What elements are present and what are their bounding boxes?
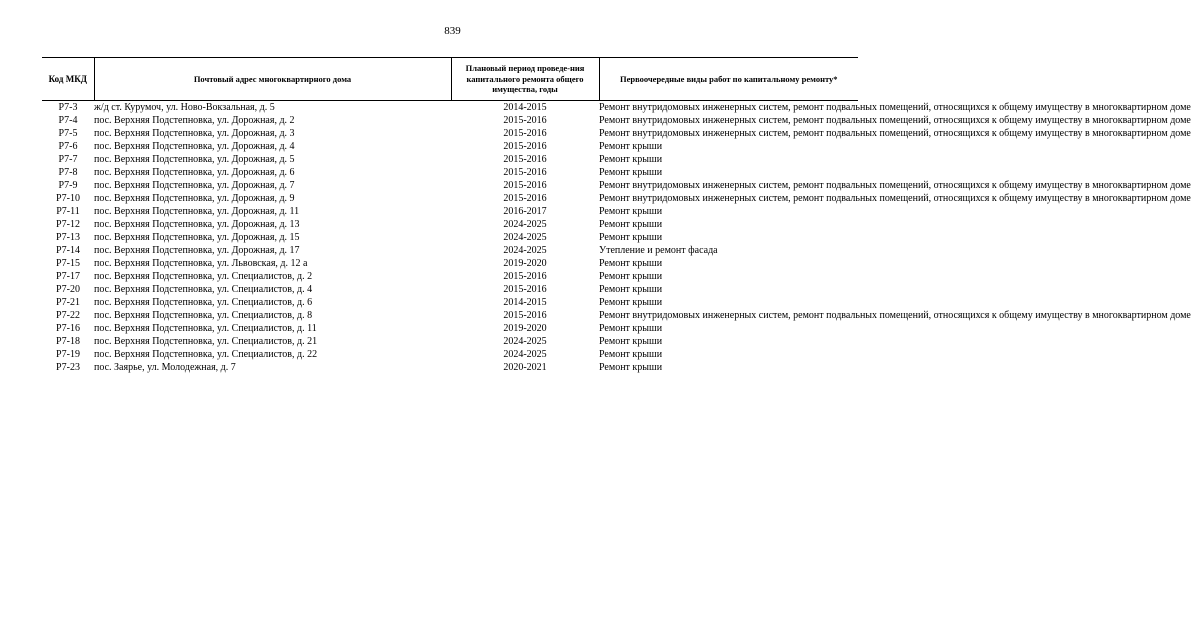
cell-code: Р7-15 <box>56 258 80 269</box>
table-row <box>42 140 858 153</box>
cell-address: пос. Верхняя Подстепновка, ул. Специалистов, д. 6 <box>94 297 313 308</box>
cell-code: Р7-12 <box>56 219 80 230</box>
table-row <box>42 348 858 361</box>
cell-address: пос. Верхняя Подстепновка, ул. Специалистов, д. 2 <box>94 271 313 282</box>
cell-period: 2020-2021 <box>503 362 547 373</box>
cell-period: 2015-2016 <box>503 128 547 139</box>
cell-works: Ремонт крыши <box>599 167 663 178</box>
cell-period: 2015-2016 <box>503 284 547 295</box>
cell-period: 2015-2016 <box>503 167 547 178</box>
cell-period: 2015-2016 <box>503 310 547 321</box>
cell-works: Ремонт крыши <box>599 297 663 308</box>
cell-period: 2015-2016 <box>503 193 547 204</box>
cell-works: Ремонт крыши <box>599 154 663 165</box>
cell-code: Р7-21 <box>56 297 80 308</box>
cell-address: пос. Верхняя Подстепновка, ул. Дорожная, д. 3 <box>94 128 295 139</box>
cell-period: 2015-2016 <box>503 141 547 152</box>
cell-address: пос. Верхняя Подстепновка, ул. Специалистов, д. 22 <box>94 349 318 360</box>
cell-code: Р7-5 <box>58 128 78 139</box>
cell-works: Ремонт внутридомовых инженерных систем, ремонт подвальных помещений, относящихся к общему имуществу в многоквартирном доме <box>599 128 1191 139</box>
cell-address: пос. Верхняя Подстепновка, ул. Дорожная, д. 7 <box>94 180 295 191</box>
cell-works: Ремонт крыши <box>599 349 663 360</box>
cell-code: Р7-9 <box>58 180 78 191</box>
cell-works: Ремонт внутридомовых инженерных систем, ремонт подвальных помещений, относящихся к общему имуществу в многоквартирном доме <box>599 115 1191 126</box>
cell-period: 2014-2015 <box>503 297 547 308</box>
header-code: Код МКД <box>42 58 94 101</box>
cell-address: пос. Верхняя Подстепновка, ул. Дорожная, д. 13 <box>94 219 300 230</box>
cell-period: 2015-2016 <box>503 154 547 165</box>
cell-address: пос. Верхняя Подстепновка, ул. Специалистов, д. 4 <box>94 284 313 295</box>
cell-works: Ремонт внутридомовых инженерных систем, ремонт подвальных помещений, относящихся к общему имуществу в многоквартирном доме <box>599 102 1191 113</box>
cell-period: 2019-2020 <box>503 258 547 269</box>
cell-code: Р7-16 <box>56 323 80 334</box>
table-row <box>42 257 858 270</box>
table-header <box>42 58 858 101</box>
table-row <box>42 322 858 335</box>
cell-code: Р7-3 <box>58 102 78 113</box>
table-row <box>42 166 858 179</box>
cell-address: пос. Верхняя Подстепновка, ул. Дорожная, д. 17 <box>94 245 300 256</box>
cell-code: Р7-14 <box>56 245 80 256</box>
cell-period: 2024-2025 <box>503 336 547 347</box>
table-row <box>42 283 858 296</box>
cell-address: ж/д ст. Курумоч, ул. Ново-Вокзальная, д. 5 <box>94 102 275 113</box>
cell-code: Р7-8 <box>58 167 78 178</box>
cell-period: 2015-2016 <box>503 180 547 191</box>
table-row <box>42 218 858 231</box>
cell-code: Р7-7 <box>58 154 78 165</box>
table-row <box>42 153 858 166</box>
cell-works: Ремонт крыши <box>599 284 663 295</box>
cell-works: Ремонт крыши <box>599 141 663 152</box>
repair-schedule-table <box>42 57 1191 374</box>
cell-code: Р7-18 <box>56 336 80 347</box>
table-row <box>42 114 858 127</box>
cell-address: пос. Верхняя Подстепновка, ул. Дорожная, д. 2 <box>94 115 295 126</box>
header-address: Почтовый адрес многоквартирного дома <box>94 58 451 101</box>
cell-period: 2019-2020 <box>503 323 547 334</box>
cell-works: Ремонт внутридомовых инженерных систем, ремонт подвальных помещений, относящихся к общему имуществу в многоквартирном доме <box>599 310 1191 321</box>
header-works: Первоочередные виды работ по капитальному ремонту* <box>599 58 858 101</box>
table-row <box>42 192 858 205</box>
cell-works: Ремонт крыши <box>599 206 663 217</box>
table-row <box>42 101 858 115</box>
cell-code: Р7-20 <box>56 284 80 295</box>
cell-works: Ремонт крыши <box>599 323 663 334</box>
page-number: 839 <box>444 25 461 37</box>
cell-period: 2016-2017 <box>503 206 547 217</box>
cell-works: Ремонт крыши <box>599 362 663 373</box>
table-row <box>42 127 858 140</box>
cell-works: Ремонт крыши <box>599 232 663 243</box>
table-row <box>42 244 858 257</box>
cell-address: пос. Верхняя Подстепновка, ул. Дорожная, д. 15 <box>94 232 300 243</box>
cell-works: Ремонт крыши <box>599 271 663 282</box>
cell-code: Р7-13 <box>56 232 80 243</box>
cell-works: Ремонт внутридомовых инженерных систем, ремонт подвальных помещений, относящихся к общему имуществу в многоквартирном доме <box>599 180 1191 191</box>
cell-address: пос. Верхняя Подстепновка, ул. Дорожная, д. 9 <box>94 193 295 204</box>
cell-code: Р7-19 <box>56 349 80 360</box>
table-row <box>42 361 858 374</box>
cell-period: 2015-2016 <box>503 115 547 126</box>
cell-works: Ремонт крыши <box>599 219 663 230</box>
table-row <box>42 270 858 283</box>
cell-code: Р7-10 <box>56 193 80 204</box>
cell-address: пос. Верхняя Подстепновка, ул. Специалистов, д. 8 <box>94 310 313 321</box>
header-period: Плановый период проведе-ния капитального ремонта общего имущества, годы <box>451 58 599 101</box>
cell-address: пос. Верхняя Подстепновка, ул. Специалистов, д. 11 <box>94 323 317 334</box>
table-row <box>42 231 858 244</box>
cell-period: 2014-2015 <box>503 102 547 113</box>
cell-address: пос. Верхняя Подстепновка, ул. Дорожная, д. 5 <box>94 154 295 165</box>
cell-works: Ремонт внутридомовых инженерных систем, ремонт подвальных помещений, относящихся к общему имуществу в многоквартирном доме <box>599 193 1191 204</box>
cell-address: пос. Верхняя Подстепновка, ул. Львовская, д. 12 а <box>94 258 308 269</box>
cell-works: Утепление и ремонт фасада <box>599 245 718 256</box>
cell-period: 2024-2025 <box>503 245 547 256</box>
table-row <box>42 309 858 322</box>
cell-code: Р7-17 <box>56 271 80 282</box>
cell-code: Р7-6 <box>58 141 78 152</box>
cell-period: 2024-2025 <box>503 219 547 230</box>
cell-address: пос. Верхняя Подстепновка, ул. Дорожная, д. 6 <box>94 167 295 178</box>
cell-code: Р7-4 <box>58 115 78 126</box>
cell-address: пос. Верхняя Подстепновка, ул. Дорожная, д. 11 <box>94 206 300 217</box>
cell-code: Р7-22 <box>56 310 80 321</box>
table-row <box>42 179 858 192</box>
table-row <box>42 296 858 309</box>
cell-code: Р7-23 <box>56 362 80 373</box>
cell-address: пос. Верхняя Подстепновка, ул. Дорожная, д. 4 <box>94 141 295 152</box>
cell-works: Ремонт крыши <box>599 258 663 269</box>
header-row <box>42 58 858 101</box>
table-body <box>42 101 1191 375</box>
cell-address: пос. Заярье, ул. Молодежная, д. 7 <box>94 362 236 373</box>
cell-period: 2024-2025 <box>503 349 547 360</box>
cell-works: Ремонт крыши <box>599 336 663 347</box>
table-row <box>42 205 858 218</box>
cell-period: 2024-2025 <box>503 232 547 243</box>
cell-period: 2015-2016 <box>503 271 547 282</box>
table-row <box>42 335 858 348</box>
cell-address: пос. Верхняя Подстепновка, ул. Специалистов, д. 21 <box>94 336 318 347</box>
cell-code: Р7-11 <box>56 206 80 217</box>
